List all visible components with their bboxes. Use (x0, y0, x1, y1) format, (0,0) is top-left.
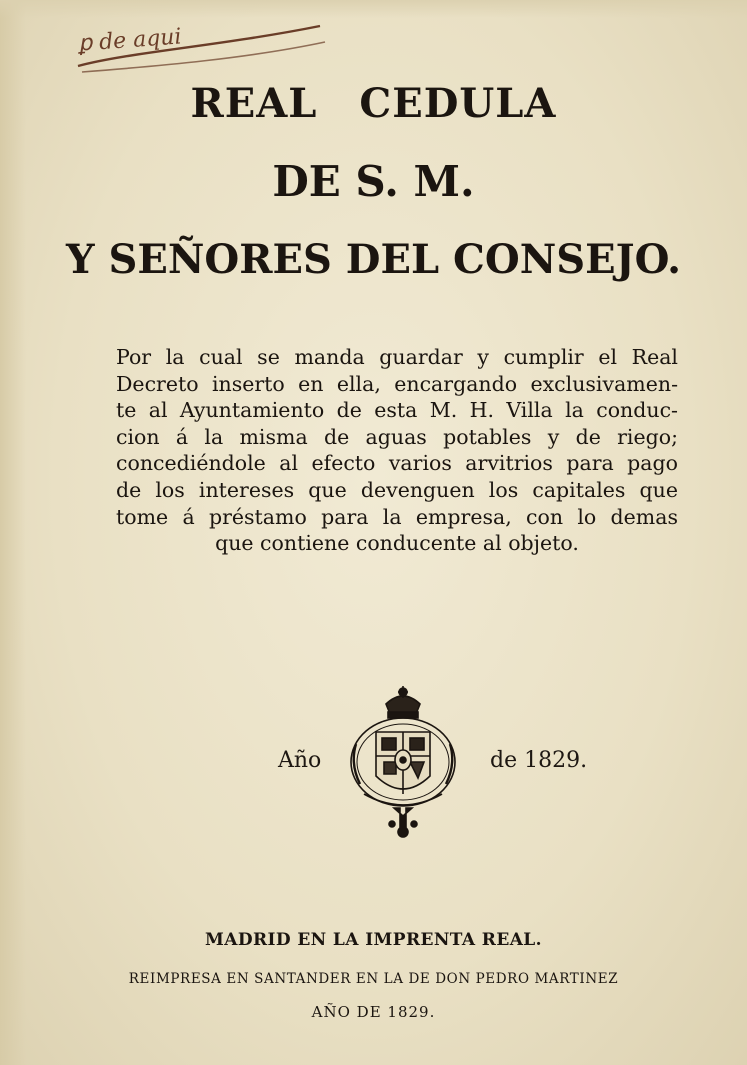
imprint-line-3: AÑO DE 1829. (311, 1003, 436, 1021)
handwritten-note: ꝑ de aqui (77, 24, 183, 57)
intro-line: cion á la misma de aguas potables y de riego; (116, 424, 678, 449)
imprint-line-1: MADRID EN LA IMPRENTA REAL. (205, 930, 542, 950)
intro-paragraph (116, 344, 678, 557)
intro-line: te al Ayuntamiento de esta M. H. Villa la conduc- (116, 398, 678, 423)
year-label: Año (278, 748, 322, 773)
intro-line: Decreto inserto en ella, encargando exclusivamen- (116, 371, 678, 396)
intro-line: de los intereses que devenguen los capitales que (116, 477, 678, 502)
title-word-real: REAL (190, 80, 318, 127)
intro-line: Por la cual se manda guardar y cumplir el Real (116, 345, 678, 369)
intro-line: que contiene conducente al objeto. (215, 531, 579, 556)
title-word-cedula: CEDULA (359, 80, 557, 127)
title-line-1 (0, 80, 747, 127)
year-value: de 1829. (490, 748, 588, 773)
intro-line: concediéndole al efecto varios arvitrios para pago (116, 451, 678, 476)
imprint-line-2: REIMPRESA EN SANTANDER EN LA DE DON PEDRO MARTINEZ (128, 971, 619, 987)
title-line-3: Y SEÑORES DEL CONSEJO. (66, 236, 681, 283)
intro-line: tome á préstamo para la empresa, con lo demas (116, 504, 678, 529)
paper-top-shadow (0, 0, 747, 18)
title-line-2: DE S. M. (272, 157, 475, 206)
royal-coat-of-arms-icon (346, 684, 460, 840)
